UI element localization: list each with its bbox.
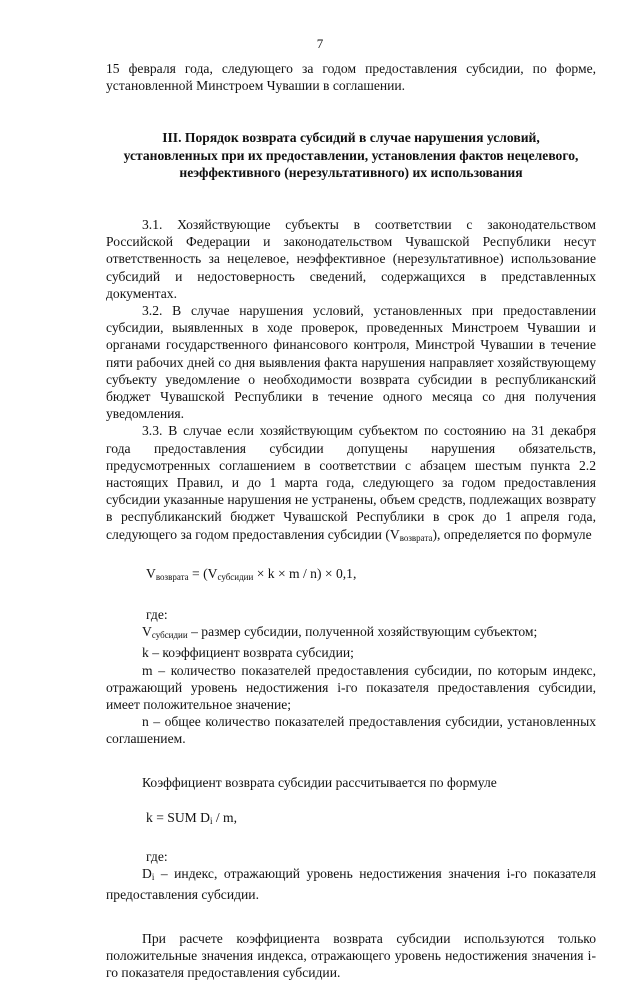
section-heading: III. Порядок возврата субсидий в случае нарушения условий, установленных при их предоставлении, установления фактов нецелевого, неэффективного (нерезультативного) их использования (123, 130, 579, 181)
paragraph-3-2: 3.2. В случае нарушения условий, установленных при предоставлении субсидии, выявленных в ходе проверок, проведенных Минстроем Чувашии и органами государственного финансового контроля, Минстрой Чувашии в течение пяти рабочих дней со дня выявления факта нарушения направляет хозяйствующему субъекту уведомление о необходимости возврата субсидии в республиканский бюджет Чувашской Республики в течение одного месяца со дня получения уведомления. (106, 302, 596, 422)
definition-d (106, 865, 596, 903)
definition-m: m – количество показателей предоставления субсидии, по которым индекс, отражающий уровень недостижения i-го показателя предоставления субсидии, имеет положительное значение; (106, 662, 596, 712)
definition-d-symbol: D (142, 866, 152, 882)
formula2-start: k = SUM D (146, 809, 210, 825)
paragraph-3-3-text: 3.3. В случае если хозяйствующим субъектом по состоянию на 31 декабря года предоставления субсидии допущены нарушения обязательств, предусмотренных соглашением в соответствии с абзацем шестым пункта 2.2 настоящих Правил, и до 1 марта года, следующего за годом предоставления субсидии указанные нарушения не устранены, объем средств, подлежащих возврату в республиканский бюджет Чувашской Республики в срок до 1 апреля года, следующего за годом предоставления субсидии (V (106, 423, 596, 542)
formula-v-subscript: возврата (155, 571, 189, 582)
definition-k: k – коэффициент возврата субсидии; (142, 645, 354, 661)
formula-coefficient (146, 809, 596, 830)
formula-v: V (146, 565, 156, 581)
intro-paragraph: 15 февраля года, следующего за годом предоставления субсидии, по форме, установленной Минстроем Чувашии в соглашении. (106, 61, 596, 94)
coefficient-intro: Коэффициент возврата субсидии рассчитывается по формуле (142, 774, 497, 790)
document-body (106, 60, 596, 981)
definition-d-text: – индекс, отражающий уровень недостижения значения i-го показателя предоставления субсидии. (106, 866, 596, 903)
definition-v-subscript: субсидии (151, 630, 188, 641)
formula-equals: = (V (188, 565, 218, 581)
formula-subsidy-subscript: субсидии (217, 571, 254, 582)
definition-v-symbol: V (142, 624, 152, 640)
paragraph-3-3 (106, 422, 596, 546)
where-label-2: где: (146, 849, 168, 864)
page-number: 7 (316, 36, 324, 51)
definition-v (106, 623, 596, 644)
formula2-subscript: i (209, 815, 213, 826)
paragraph-3-1: 3.1. Хозяйствующие субъекты в соответствии с законодательством Российской Федерации и законодательством Чувашской Республики несут ответственность за нецелевое, неэффективное (нерезультативное) использование субсидий и недостоверность сведений, содержащихся в представленных документах. (106, 216, 596, 301)
paragraph-3-3-subscript: возврата (399, 532, 433, 543)
paragraph-3-3-end: ), определяется по формуле (432, 526, 592, 542)
definition-d-subscript: i (151, 872, 155, 883)
formula2-end: / m, (212, 809, 238, 825)
where-label-1: где: (146, 606, 168, 622)
definition-v-text: – размер субсидии, полученной хозяйствующим субъектом; (187, 624, 538, 640)
formula-rest: × k × m / n) × 0,1, (253, 565, 357, 581)
final-paragraph: При расчете коэффициента возврата субсидии используются только положительные значения индекса, отражающего уровень недостижения значения i-го показателя предоставления субсидии. (106, 930, 596, 981)
definition-n: n – общее количество показателей предоставления субсидии, установленных соглашением. (106, 714, 596, 747)
formula-refund (146, 565, 596, 586)
